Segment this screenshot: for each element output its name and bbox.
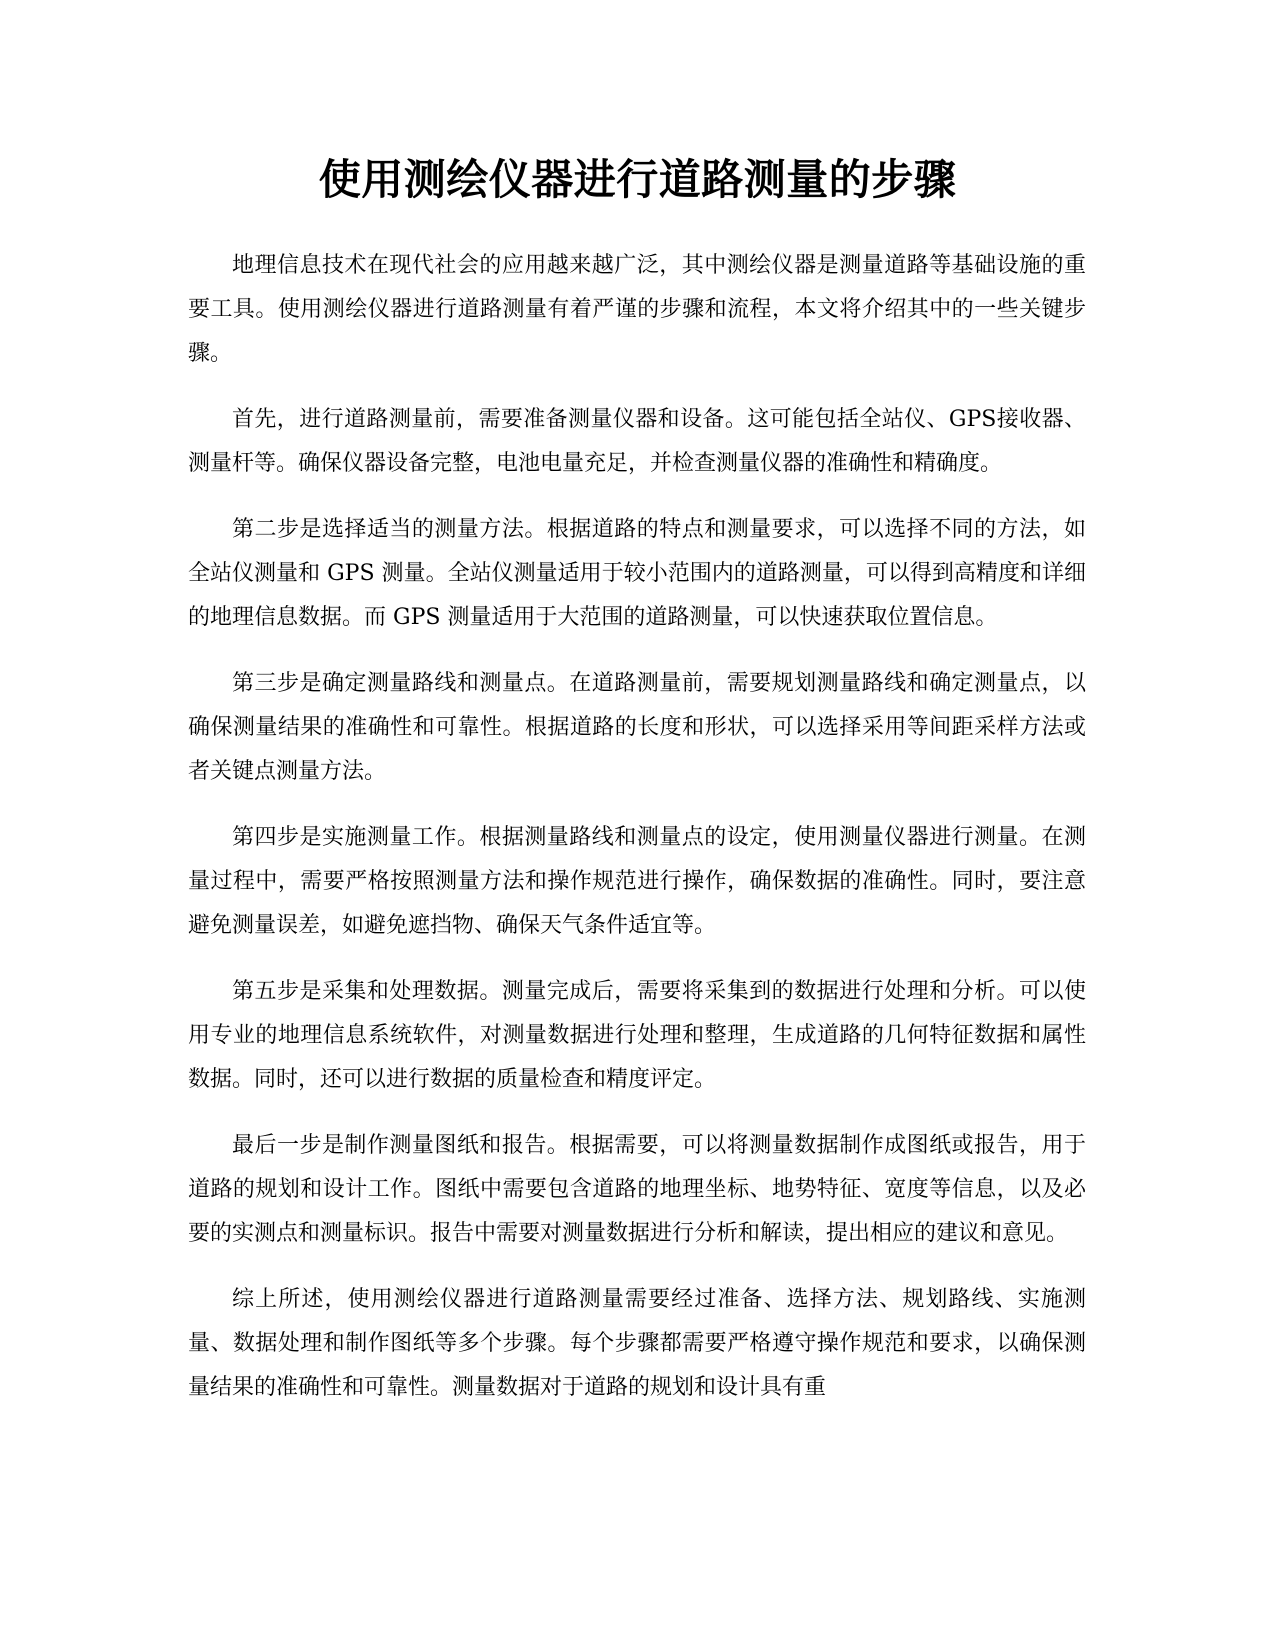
- paragraph-step-6-report: 最后一步是制作测量图纸和报告。根据需要，可以将测量数据制作成图纸或报告，用于道路的规划和设计工作。图纸中需要包含道路的地理坐标、地势特征、宽度等信息，以及必要的实测点和测量标识。报告中需要对测量数据进行分析和解读，提出相应的建议和意见。: [188, 1133, 1086, 1246]
- document-title: 使用测绘仪器进行道路测量的步骤: [318, 155, 957, 204]
- paragraph-summary: 综上所述，使用测绘仪器进行道路测量需要经过准备、选择方法、规划路线、实施测量、数据处理和制作图纸等多个步骤。每个步骤都需要严格遵守操作规范和要求，以确保测量结果的准确性和可靠性。测量数据对于道路的规划和设计具有重: [188, 1287, 1086, 1400]
- paragraph-step-5-data: 第五步是采集和处理数据。测量完成后，需要将采集到的数据进行处理和分析。可以使用专业的地理信息系统软件，对测量数据进行处理和整理，生成道路的几何特征数据和属性数据。同时，还可以进行数据的质量检查和精度评定。: [188, 979, 1086, 1092]
- document-body: [188, 244, 1086, 1432]
- paragraph-step-2-method: 第二步是选择适当的测量方法。根据道路的特点和测量要求，可以选择不同的方法，如全站仪测量和 GPS 测量。全站仪测量适用于较小范围内的道路测量，可以得到高精度和详细的地理信息数据。而 GPS 测量适用于大范围的道路测量，可以快速获取位置信息。: [188, 517, 1086, 630]
- paragraph-step-1-preparation: 首先，进行道路测量前，需要准备测量仪器和设备。这可能包括全站仪、GPS接收器、测量杆等。确保仪器设备完整，电池电量充足，并检查测量仪器的准确性和精确度。: [188, 407, 1086, 476]
- paragraph-step-4-survey: 第四步是实施测量工作。根据测量路线和测量点的设定，使用测量仪器进行测量。在测量过程中，需要严格按照测量方法和操作规范进行操作，确保数据的准确性。同时，要注意避免测量误差，如避免遮挡物、确保天气条件适宜等。: [188, 825, 1086, 938]
- paragraph-step-3-route: 第三步是确定测量路线和测量点。在道路测量前，需要规划测量路线和确定测量点，以确保测量结果的准确性和可靠性。根据道路的长度和形状，可以选择采用等间距采样方法或者关键点测量方法。: [188, 671, 1086, 784]
- paragraph-intro: 地理信息技术在现代社会的应用越来越广泛，其中测绘仪器是测量道路等基础设施的重要工具。使用测绘仪器进行道路测量有着严谨的步骤和流程，本文将介绍其中的一些关键步骤。: [188, 253, 1086, 366]
